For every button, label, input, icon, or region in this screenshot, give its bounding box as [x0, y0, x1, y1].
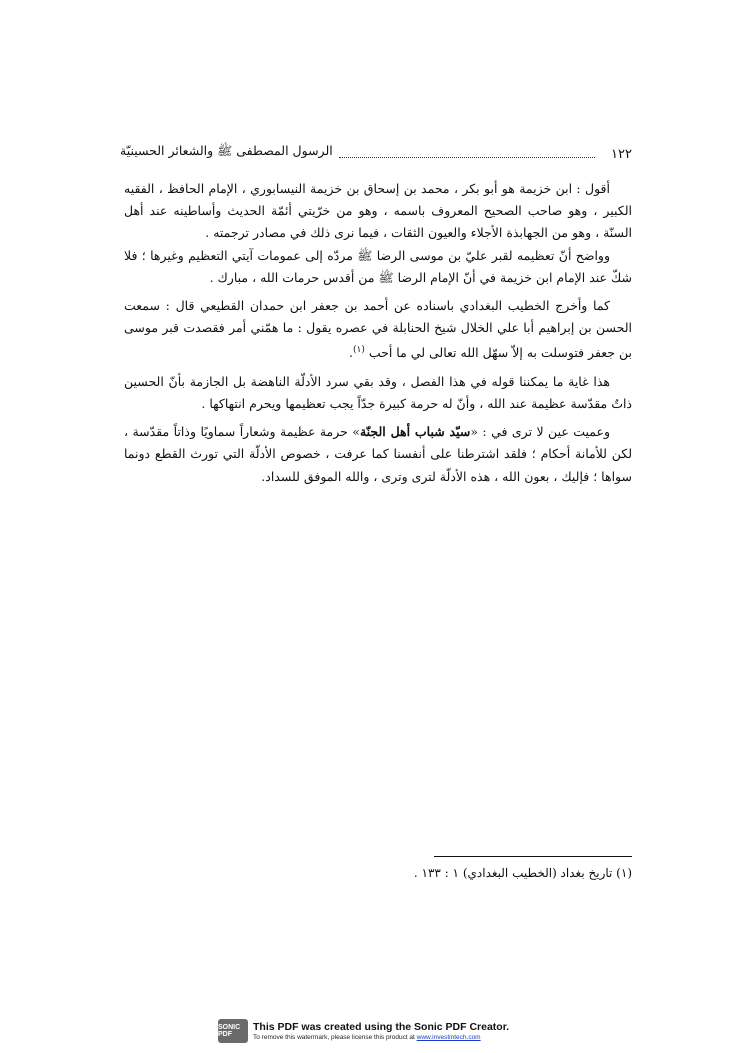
running-header-title: الرسول المصطفى ﷺ والشعائر الحسينيّة — [120, 143, 333, 158]
conclusion-bold-phrase: سيّد شباب أهل الجنّة — [359, 424, 471, 440]
watermark-line2-prefix: To remove this watermark, please license this product at — [253, 1033, 417, 1041]
watermark-text — [253, 1021, 509, 1042]
watermark-line1: This PDF was created using the Sonic PDF Creator. — [253, 1020, 510, 1033]
paragraph-ibn-khuzaymah: أقول : ابن خزيمة هو أبو بكر ، محمد بن إسحاق بن خزيمة النيسابوري ، الإمام الحافظ ، الفقيه الكبير ، وهو صاحب الصحيح المعروف باسمه ، وهو من خرّيتي أئمّة الحديث وأساطينه عند أهل السنّة ، وهو من الجهابذة الأجلاء والعيون الثقات ، فيما نرى ذلك في مصادر ترجمته . — [124, 181, 632, 241]
page-number: ١٢٢ — [611, 147, 632, 162]
paragraph-conclusion — [124, 421, 632, 488]
footnote-reference: (١) — [352, 345, 365, 356]
footnote-separator — [434, 856, 632, 857]
sonic-pdf-logo-icon: SONIC PDF — [218, 1019, 248, 1043]
watermark-line2 — [253, 1033, 509, 1042]
footnote-reference-end: . — [349, 345, 353, 361]
narration-text: كما وأخرج الخطيب البغدادي باسناده عن أحمد بن جعفر ابن حمدان القطيعي قال : سمعت الحسن بن إبراهيم أبا علي الخلال شيخ الحنابلة في عصره يقول : ما همّني أمر فقصدت قبر موسى بن جعفر فتوسلت به إلاّ سهّل الله تعالى لي ما أحب — [124, 298, 632, 361]
paragraph-chapter-end: هذا غاية ما يمكننا قوله في هذا الفصل ، وقد بقي سرد الأدلّة الناهضة بل الجازمة بأنّ الحسين ذاتٌ مقدّسة عظيمة عند الله ، وأنّ له حرمة كبيرة جدّاً يجب تعظيمها ويحرم انتهاكها . — [124, 373, 632, 411]
running-header — [120, 140, 632, 162]
footnote: (١) تاريخ بغداد (الخطيب البغدادي) ١ : ١٣٣ . — [413, 866, 632, 880]
paragraph-khatib-narration — [124, 295, 632, 365]
pdf-watermark — [218, 1017, 538, 1045]
watermark-link[interactable]: www.investintech.com — [416, 1033, 481, 1041]
conclusion-rest: » حرمة عظيمة وشعاراً سماويًا وذاتاً مقدّسة ، لكن للأمانة أحكام ؛ فلقد اشترطنا على أنفسنا كما عرفت ، خصوص الأدلّة التي تورث القطع دونما سواها ؛ فإليك ، بعون الله ، هذه الأدلّة لترى وترى ، والله الموفق للسداد. — [124, 424, 632, 484]
paragraph-veneration: وواضح أنّ تعظيمه لقبر عليّ بن موسى الرضا ﷺ مردّه إلى عمومات آيتي التعظيم وغيرها ؛ فلا شكّ عند الإمام ابن خزيمة في أنّ الإمام الرضا ﷺ من أقدس حرمات الله ، مبارك . — [124, 247, 632, 285]
main-text — [124, 178, 632, 488]
conclusion-start: وعميت عين لا ترى في : « — [470, 424, 610, 440]
header-leader-dots — [339, 145, 595, 158]
